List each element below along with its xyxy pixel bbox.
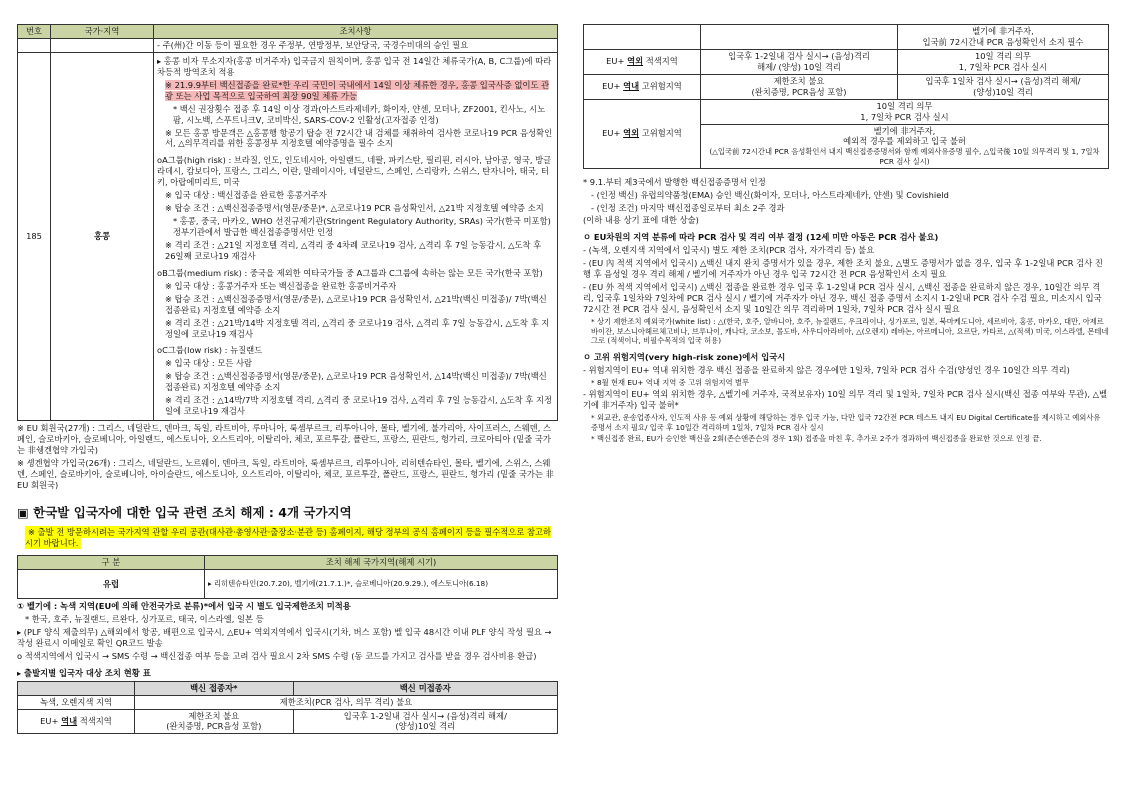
para-vaccine-complete: * 백신접종 완료, EU가 승인한 백신을 2회(존슨앤존슨의 경우 1회) 접종을 마친 후, 추가로 2주가 경과하여 백신접종을 완료한 것으로 인정 끝. xyxy=(591,434,1042,444)
ct-r2-c2: 입국후 1일차 검사 실시→ (음성)격리 해제/ (양성)10일 격리 xyxy=(898,74,1109,99)
measure-line-highlight: ※ 21.9.9부터 백신접종을 완료*한 우리 국민이 국내에서 14일 이상 체류한 경우, 홍콩 입국사증 없이도 관광 또는 사업 목적으로 입국하여 최장 90일 체류 가능 xyxy=(165,79,550,101)
row-number: 185 xyxy=(18,52,51,420)
measure-line: ※ 격리 조건 : △21일 지정호텔 격리, △격리 중 4차례 코로나19 검사, △격리 후 7일 능동감시, △도착 후 26일째 코로나19 재검사 xyxy=(165,239,542,261)
ct-r0-c2: 벨기에 非거주자, 입국前 72시간내 PCR 음성확인서 소지 필수 xyxy=(898,25,1109,50)
measure-line: ※ 입국 대상 : 백신접종을 완료한 홍콩거주자 xyxy=(165,190,327,201)
dep-row2-unvaccinated: 입국후 1-2일내 검사 실시→ (음성)격리 해제/ (양성)10일 격리 xyxy=(293,709,557,734)
para-eu-outside: - 위험지역이 EU+ 역외 위치한 경우, △벨기에 거주자, 국적보유자) 10일 의무 격리 및 1일차, 7일차 PCR 검사 실시(백신 접종 여부와 무관), △벨기에 非거주자) 입국 불허* xyxy=(583,389,1108,411)
left-column xyxy=(17,24,558,734)
para-whitelist: * 상기 제한조치 예외국가(white list) : △(한국, 호주, 알바니아, 호주, 뉴질랜드, 우크라이나, 싱가포르, 일본, 북마케도니아, 세르비아, 홍콩, 마카오, 대만, 아제르바이잔, 보스니아헤르체고비나, 브루나이, 캐나다, 코소보, 몰도바, 사우디아라비아, △(오렌지) 레바논, 아르메니아, 요르단, 카타르, △(적색) 미국, 이스라엘, 몬테네그로 (적색이나, 비필수목적의 입국 허용) xyxy=(591,316,1109,346)
row-region: 홍콩 xyxy=(51,52,154,420)
measure-line: ※ 입국 대상 : 홍콩거주자 또는 백신접종을 완료한 홍콩비거주자 xyxy=(165,280,397,291)
dep-header-unvaccinated: 백신 미접종자 xyxy=(293,681,557,695)
ct-r1-c2: 10일 격리 의무 1, 7일차 PCR 검사 실시 xyxy=(898,49,1109,74)
table-title: ▸ 출발지별 입국자 대상 조치 현황 표 xyxy=(17,667,151,678)
row-measures xyxy=(154,52,558,420)
belgium-title: ① 벨기에 : 녹색 지역(EU에 의해 안전국가로 분류)*에서 입국 시 별도 입국제한조치 미적용 xyxy=(17,601,351,611)
release-table xyxy=(17,555,558,599)
measure-line: * 홍콩, 중국, 마카오, WHO 선진규제기관(Stringent Regulatory Authority, SRAs) 국가(한국 미포함) 정부기관에서 발급한 백신접종증명서만 인정 xyxy=(173,216,551,237)
header-measures: 조치사항 xyxy=(154,25,558,39)
measure-line: ※ 격리 조건 : △14박/7박 지정호텔 격리, △격리 중 코로나19 검사, △격리 후 7일 능동감시, △도착 후 지정일에 코로나19 재검사 xyxy=(165,395,552,417)
sms-note: o 적색지역에서 입국시 → SMS 수령 → 백신접종 여부 등을 고려 검사 필요시 2차 SMS 수령 (동 코드를 가지고 검사를 받을 경우 검사비용 환급) xyxy=(17,650,537,661)
ct-r1-c1: 입국후 1-2일내 검사 실시→ (음성)격리 해제/ (양성) 10일 격리 xyxy=(701,49,898,74)
ct-r1-label: EU+ 역외 적색지역 xyxy=(584,49,701,74)
ct-r2-label: EU+ 역내 고위험지역 xyxy=(584,74,701,99)
row-top-num xyxy=(18,38,51,52)
ct-r3-merged-a: 10일 격리 의무 1, 7일차 PCR 검사 실시 xyxy=(701,99,1109,124)
measure-line: ※ 모든 홍콩 방문객은 △홍콩행 항공기 탑승 전 72시간 내 검체를 채취하여 검사한 코로나19 PCR 음성확인서, △의무격리를 위한 홍콩정부 지정호텔 예약증명을 필수 소지 xyxy=(165,127,553,149)
continued-table xyxy=(583,24,1109,169)
belgium-sub: * 한국, 호주, 뉴질랜드, 르완다, 싱가포르, 태국, 이스라엘, 일본 등 xyxy=(25,613,264,624)
note-line: (이하 내용 상기 표에 대한 상술) xyxy=(583,215,699,226)
ct-r2-c1: 제한조치 불요 (완치증명, PCR음성 포함) xyxy=(701,74,898,99)
para-none: * 8월 현재 EU+ 역내 지역 중 고위 위험지역 별무 xyxy=(591,377,750,387)
dep-row1-label: 녹색, 오렌지색 지역 xyxy=(18,695,135,709)
header-region: 국가·지역 xyxy=(51,25,154,39)
measure-line: ※ 입국 대상 : 모든 사람 xyxy=(165,358,253,369)
right-column xyxy=(583,24,1109,446)
note-line: - (인정 백신) 유럽의약품청(EMA) 승인 백신(화이자, 모더나, 아스트라제네카, 얀센) 및 Covishield xyxy=(591,189,949,200)
dep-row1-value: 제한조치(PCR 검사, 의무 격리) 불요 xyxy=(135,695,558,709)
group-b: oB그룹(medium risk) : 중국을 제외한 여타국가들 중 A그룹과 C그룹에 속하는 않는 모든 국가(한국 포함) xyxy=(157,267,543,278)
header-number: 번호 xyxy=(18,25,51,39)
dep-row2-vaccinated: 제한조치 불요 (완치증명, PCR음성 포함) xyxy=(135,709,294,734)
ct-r3-merged-b: 벨기에 非거주자, 예외적 경우를 제외하고 입국 불허 (△입국前 72시간내 PCR 음성확인서 내지 백신접종증명서와 함께 예외사유증명 필수, △입국後 10일 의무격리 및 1, 7일차 PCR 검사 실시) xyxy=(701,124,1109,168)
measures-table xyxy=(17,24,558,421)
group-a: oA그룹(high risk) : 브라질, 인도, 인도네시아, 아일랜드, 네팔, 파키스탄, 필리핀, 러시아, 남아공, 영국, 방글라데시, 캄보디아, 프랑스, 그리스, 이란, 말레이시아, 네덜란드, 스페인, 스리랑카, 스위스, 탄자니아, 태국, 터키, 아랍에미리트, 미국 xyxy=(157,155,552,188)
eu-members-note: ※ EU 회원국(27개) : 그리스, 네덜란드, 덴마크, 독일, 라트비아, 루마니아, 룩셈부르크, 리투아니아, 몰타, 벨기에, 불가리아, 사이프러스, 스웨덴, 스페인, 슬로바키아, 슬로베니아, 아일랜드, 에스토니아, 오스트리아, 이탈리아, 체코, 포르투갈, 폴란드, 프랑스, 핀란드, 헝가리, 크로아티아 (밑줄 국가는 非쉥겐협약 가입국) xyxy=(17,423,551,455)
measure-line: ※ 탑승 조건 : △백신접종증명서(영문/중문)*, △코로나19 PCR 음성확인서, △21박 지정호텔 예약증 소지 xyxy=(165,203,544,214)
note-line: - (인정 조건) 마지막 백신접종일로부터 최소 2주 경과 xyxy=(591,202,785,213)
para-eu-red: - (EU 內 적색 지역에서 입국시) △백신 내지 완치 증명서가 있을 경우, 제한 조치 불요, △별도 증명서가 없을 경우, 입국 후 1-2일내 PCR 검사 진행 후 음성일 경우 격리 해제 / 벨기에 거주자가 아닌 경우 입국 72시간 전 PCR 음성확인서 소지 필요 xyxy=(583,258,1103,280)
departure-table xyxy=(17,681,558,735)
plf-note: ▸ (PLF 양식 제출의무) △해외에서 항공, 배편으로 입국시, △EU+ 역외지역에서 입국시(기차, 버스 포함) 벨 입국 48시간 이내 PLF 양식 작성 필요 → 작성 완료시 이메일로 확인 QR코드 발송 xyxy=(17,626,552,648)
schengen-note: ※ 솅겐협약 가입국(26개) : 그리스, 네덜란드, 노르웨이, 덴마크, 독일, 라트비아, 룩셈부르크, 리투아니아, 리히텐슈타인, 몰타, 벨기에, 스위스, 스웨덴, 스페인, 슬로바키아, 슬로베니아, 아이슬란드, 에스토니아, 오스트리아, 이탈리아, 체코, 포르투갈, 폴란드, 프랑스, 핀란드, 헝가리 (밑줄 국가는 非EU 회원국) xyxy=(17,457,554,490)
row-top-text: - 주(州)간 이동 등이 필요한 경우 주정부, 연방정부, 보안당국, 국경수비대의 승인 필요 xyxy=(154,38,558,52)
para-green: - (녹색, 오렌지색 지역에서 입국시) 별도 제한 조치(PCR 검사, 자가격리 등) 불요 xyxy=(583,245,875,256)
dep-header-vaccinated: 백신 접종자* xyxy=(135,681,294,695)
dep-row2-label: EU+ 역내 적색지역 xyxy=(18,709,135,734)
measure-line: ※ 탑승 조건 : △백신접종증명서(영문/중문), △코로나19 PCR 음성확인서, △14박(백신 미접종)/ 7박(백신 접종완료) 지정호텔 예약증 소지 xyxy=(165,371,547,393)
para-high-risk: ㅇ 고위 위험지역(very high-risk zone)에서 입국시 xyxy=(583,351,786,362)
release-region: 유럽 xyxy=(18,570,205,599)
ct-r0-c1 xyxy=(701,25,898,50)
section-title: ▣ 한국발 입국자에 대한 입국 관련 조치 해제 : 4개 국가지역 xyxy=(17,504,352,520)
para-eu-inside: - 위험지역이 EU+ 역내 위치한 경우 백신 접종을 완료하지 않은 경우에만 1일차, 7일차 PCR 검사 수검(양성인 경우 10일간 의무 격리) xyxy=(583,364,1070,375)
group-c: oC그룹(low risk) : 뉴질랜드 xyxy=(157,345,263,356)
measure-line: ▸ 홍콩 비자 무소지자(홍콩 비거주자) 입국금지 원칙이며, 홍콩 입국 전 14일간 체류국가(A, B, C그룹)에 따라 차등적 방역조치 적용 xyxy=(157,55,552,77)
measure-line: ※ 격리 조건 : △21박/14박 지정호텔 격리, △격리 중 코로나19 검사, △격리 후 7일 능동감시, △도착 후 지정일에 코로나19 재검사 xyxy=(165,317,550,339)
row-top-region xyxy=(51,38,154,52)
ct-r3-label: EU+ 역외 고위험지역 xyxy=(584,99,701,168)
para-exceptions: * 외교관, 운송업종사자, 인도적 사유 등 예외 상황에 해당하는 경우 입국 가능, 다만 입국 72간전 PCR 테스트 내지 EU Digital Certificate를 제시하고 예외사유 증명서 소지 필요/ 입국 후 10일간 격리하며 1일차, 7일차 PCR 검사 실시 xyxy=(591,413,1101,432)
ct-r0-label xyxy=(584,25,701,50)
para-eu-zone: ㅇ EU차원의 지역 분류에 따라 PCR 검사 및 격리 여부 결정 (12세 미만 아동은 PCR 검사 불요) xyxy=(583,232,939,243)
measure-line: * 백신 권장횟수 접종 후 14일 이상 경과(아스트라제네카, 화이자, 얀센, 모더나, ZF2001, 킨사노, 시노팜, 시노백, 스푸트니크V, 코비박신, SARS-COV-2 인활성(고자접종 인정) xyxy=(173,103,546,125)
release-countries: ▸ 리히텐슈타인(20.7.20), 벨기에(21.7.1.)*, 슬로베니아(20.9.29.), 에스토니아(6.18) xyxy=(205,570,558,599)
release-header-countries: 조치 해제 국가지역(해제 시기) xyxy=(205,556,558,570)
section-note: ※ 출발 전 방문하시려는 국가지역 관할 우리 공관(대사관·총영사관·출장소·분관 등) 홈페이지, 해당 정부의 공식 홈페이지 등을 필수적으로 참고하시기 바랍니다. xyxy=(25,527,552,549)
release-header-category: 구 분 xyxy=(18,556,205,570)
dep-header-blank xyxy=(18,681,135,695)
measure-line: ※ 탑승 조건 : △백신접종증명서(영문/중문), △코로나19 PCR 음성확인서, △21박(백신 미접종)/ 7박(백신 접종완료) 지정호텔 예약증 소지 xyxy=(165,293,547,315)
para-noneu-red: - (EU 外 적색 지역에서 입국시) △백신 접종을 완료한 경우 입국 후 1-2일내 PCR 검사 실시, △백신 접종을 완료하지 않은 경우, 10일간 의무 격리, 입국후 1일차와 7일차에 PCR 검사 실시 / 벨기에 거주자가 아닌 경우, 백신 접종 증명서 소지시 1-2일내 PCR 검사 수검 필요, 미소지시 입국 72시간 전 PCR 검사 실시, 음성확인서 소지 및 10일간 의무 격리하며 1일차, 7일차 PCR 검사 실시 필요 xyxy=(583,282,1102,314)
note-line: * 9.1.부터 제3국에서 발행한 백신접종증명서 인정 xyxy=(583,176,766,187)
